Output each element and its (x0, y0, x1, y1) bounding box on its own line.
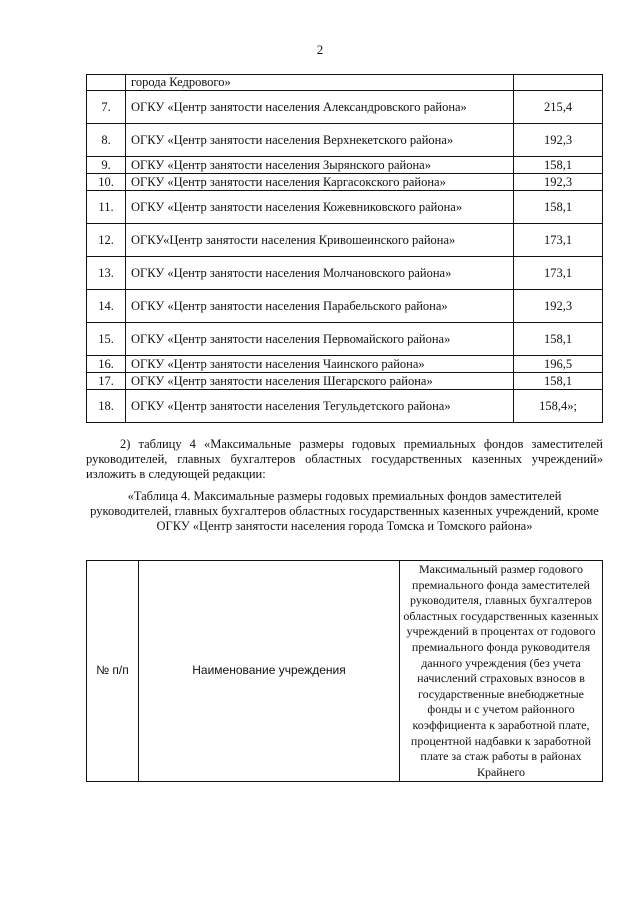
institution-name: ОГКУ«Центр занятости населения Кривошеинского района» (126, 224, 514, 257)
row-number: 8. (87, 124, 126, 157)
table-row (87, 323, 603, 356)
table-4 (86, 560, 603, 782)
max-size-value: 173,1 (514, 224, 603, 257)
row-number: 11. (87, 191, 126, 224)
row-number: 16. (87, 356, 126, 373)
table-row (87, 124, 603, 157)
table-row (87, 75, 603, 91)
header-name: Наименование учреждения (139, 561, 400, 782)
table-row (87, 174, 603, 191)
institution-name: ОГКУ «Центр занятости населения Каргасокского района» (126, 174, 514, 191)
row-number: 9. (87, 157, 126, 174)
table-row (87, 257, 603, 290)
institution-name: ОГКУ «Центр занятости населения Александровского района» (126, 91, 514, 124)
max-size-value: 158,1 (514, 191, 603, 224)
max-size-value: 158,1 (514, 157, 603, 174)
max-size-value: 173,1 (514, 257, 603, 290)
table-row (87, 290, 603, 323)
institution-name: ОГКУ «Центр занятости населения Первомайского района» (126, 323, 514, 356)
institution-name: ОГКУ «Центр занятости населения Зырянского района» (126, 157, 514, 174)
row-number: 15. (87, 323, 126, 356)
max-size-value: 192,3 (514, 174, 603, 191)
table-row (87, 373, 603, 390)
table-4-header-row (87, 561, 603, 782)
table-row (87, 390, 603, 423)
max-size-value: 158,1 (514, 323, 603, 356)
row-number: 14. (87, 290, 126, 323)
row-number: 10. (87, 174, 126, 191)
table-4-title: «Таблица 4. Максимальные размеры годовых премиальных фондов заместителей руководителей, главных бухгалтеров областных государственных казенных учреждений, кроме ОГКУ «Центр занятости населения города Томска и Томского района» (90, 489, 599, 533)
institution-name: ОГКУ «Центр занятости населения Парабельского района» (126, 290, 514, 323)
institution-name: ОГКУ «Центр занятости населения Молчановского района» (126, 257, 514, 290)
max-size-value: 158,4»; (514, 390, 603, 423)
header-num: № п/п (87, 561, 139, 782)
institution-name: города Кедрового» (126, 75, 514, 91)
institution-name: ОГКУ «Центр занятости населения Кожевниковского района» (126, 191, 514, 224)
max-size-value: 196,5 (514, 356, 603, 373)
max-size-value: 192,3 (514, 124, 603, 157)
amendment-paragraph: 2) таблицу 4 «Максимальные размеры годовых премиальных фондов заместителей руководителей, главных бухгалтеров областных государственных казенных учреждений» изложить в следующей редакции: (86, 437, 603, 481)
max-size-value: 192,3 (514, 290, 603, 323)
table-row (87, 356, 603, 373)
institution-name: ОГКУ «Центр занятости населения Верхнекетского района» (126, 124, 514, 157)
row-number: 18. (87, 390, 126, 423)
row-number: 13. (87, 257, 126, 290)
header-value: Максимальный размер годового премиального фонда заместителей руководителя, главных бухгалтеров областных государственных казенных учреждений в процентах от годового премиального фонда руководителя данного учреждения (без учета начислений страховых взносов в государственные внебюджетные фонды и с учетом районного коэффициента к заработной плате, процентной надбавки к заработной плате за стаж работы в районах Крайнего (400, 561, 603, 782)
table-row (87, 91, 603, 124)
row-number: 17. (87, 373, 126, 390)
page-number: 2 (316, 42, 324, 57)
institution-name: ОГКУ «Центр занятости населения Шегарского района» (126, 373, 514, 390)
table-row (87, 191, 603, 224)
row-number: 7. (87, 91, 126, 124)
row-number: 12. (87, 224, 126, 257)
row-number (87, 75, 126, 91)
institution-name: ОГКУ «Центр занятости населения Чаинского района» (126, 356, 514, 373)
max-size-value: 215,4 (514, 91, 603, 124)
table-row (87, 157, 603, 174)
table-row (87, 224, 603, 257)
max-size-value: 158,1 (514, 373, 603, 390)
max-size-value (514, 75, 603, 91)
institution-name: ОГКУ «Центр занятости населения Тегульдетского района» (126, 390, 514, 423)
table-3-continuation (86, 74, 603, 423)
